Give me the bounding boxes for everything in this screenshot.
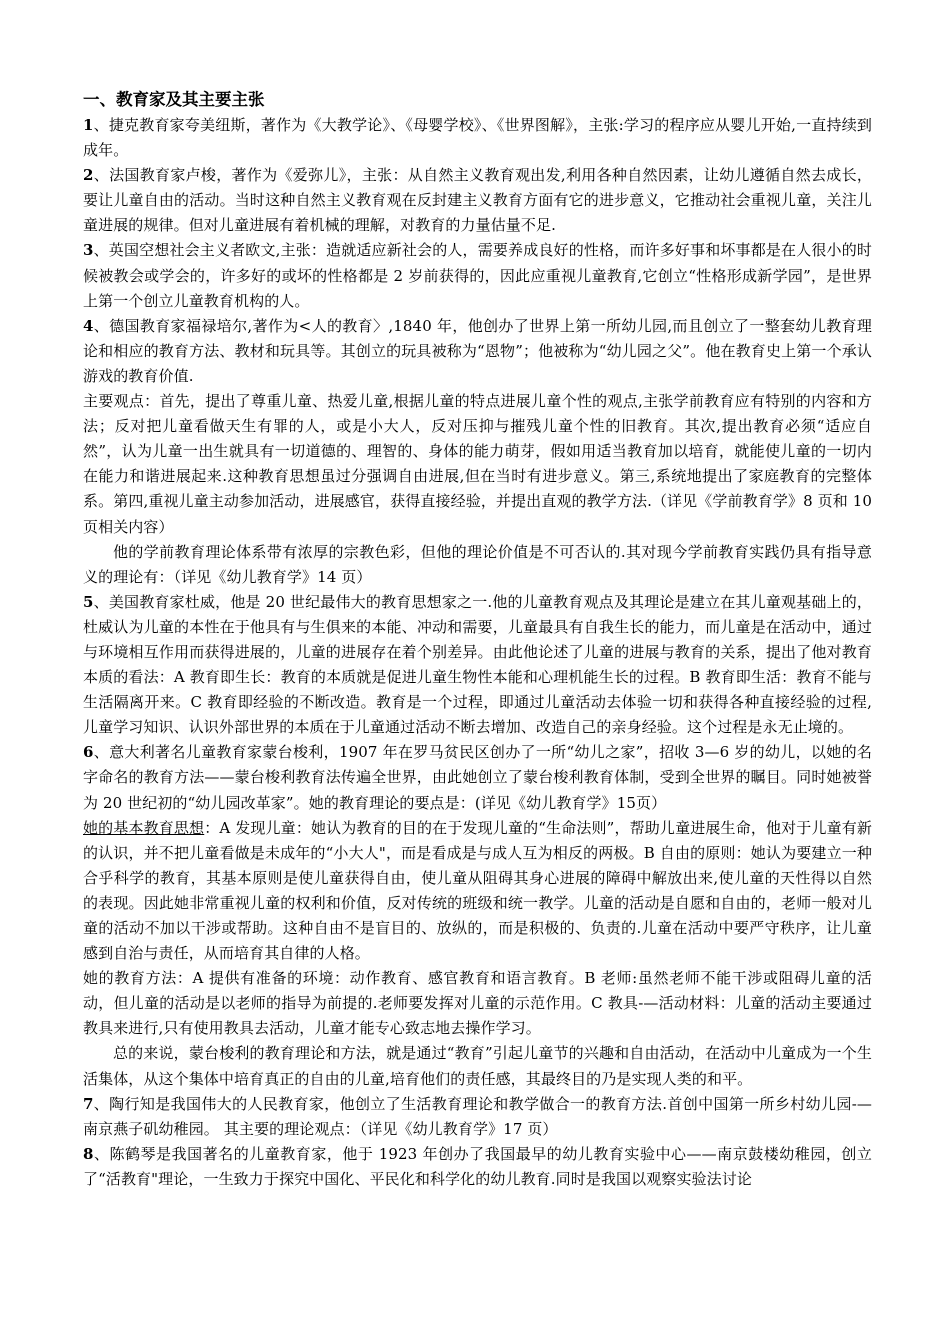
paragraph: [83, 740, 872, 815]
paragraph-text: 、陶行知是我国伟大的人民教育家，他创立了生活教育理论和教学做合一的教育方法.首创中国第一所乡村幼儿园-—南京燕子矶幼稚园。 其主要的理论观点：（详见《幼儿教育学》17 页）: [83, 1094, 872, 1138]
paragraph-number: 2: [83, 166, 94, 185]
paragraph: [83, 590, 872, 741]
paragraph: [83, 1142, 872, 1192]
paragraph: [83, 966, 872, 1041]
paragraph-number: 3: [83, 241, 94, 260]
paragraph-text: 、法国教育家卢梭，著作为《爱弥儿》，主张：从自然主义教育观出发,利用各种自然因素，让幼儿遵循自然去成长，要让儿童自由的活动。当时这种自然主义教育观在反封建主义教育方面有它的进步意义，它推动社会重视儿童，关注儿童进展的规律。但对儿童进展有着机械的理解，对教育的力量估量不足.: [83, 166, 872, 235]
paragraph-number: 7: [83, 1094, 94, 1113]
paragraph: [83, 816, 872, 967]
paragraph: [83, 1092, 872, 1142]
paragraph: [83, 389, 872, 540]
paragraph-text: 总的来说，蒙台梭利的教育理论和方法，就是通过“教育”引起儿童节的兴趣和自由活动，在活动中儿童成为一个生活集体，从这个集体中培育真正的自由的儿童,培育他们的责任感，其最终目的乃是实现人类的和平。: [83, 1044, 872, 1088]
paragraph: [83, 1041, 872, 1091]
paragraph: [83, 113, 872, 163]
paragraph-number: 6: [83, 743, 94, 762]
paragraph: [83, 540, 872, 590]
paragraph: [83, 238, 872, 313]
paragraph-text: 主要观点：首先，提出了尊重儿童、热爱儿童,根据儿童的特点进展儿童个性的观点,主张学前教育应有特别的内容和方法；反对把儿童看做天生有罪的人，或是小大人，反对压抑与摧残儿童个性的旧教育。其次,提出教育必须“适应自然”，认为儿童一出生就具有一切道德的、理智的、身体的能力萌芽，假如用适当教育加以培育，就能使儿童的一切内在能力和谐进展起来.这种教育思想虽过分强调自由进展,但在当时有进步意义。第三,系统地提出了家庭教育的完整体系。第四,重视儿童主动参加活动，进展感官，获得直接经验，并提出直观的教学方法.（详见《学前教育学》8 页和 10 页相关内容）: [83, 392, 872, 536]
paragraph-text: ：A 发现儿童：她认为教育的目的在于发现儿童的“生命法则”，帮助儿童进展生命，他对于儿童有新的认识，并不把儿童看做是未成年的“小大人"，而是看成是与成人互为相反的两极。B 自由的原则：她认为要建立一种合乎科学的教育，其基本原则是使儿童获得自由，使儿童从阻碍其身心进展的障碍中解放出来,使儿童的天性得以自然的表现。因此她非常重视儿童的权利和价值，反对传统的班级和统一教学。儿童的活动是自愿和自由的，老师一般对儿童的活动不加以干涉或帮助。这种自由不是盲目的、放纵的，而是积极的、负责的.儿童在活动中要严守秩序，让儿童感到自治与责任，从而培育其自律的人格。: [83, 818, 872, 963]
paragraph: [83, 314, 872, 389]
paragraph-text: 、英国空想社会主义者欧文,主张：造就适应新社会的人，需要养成良好的性格，而许多好事和坏事都是在人很小的时候被教会或学会的，许多好的或坏的性格都是 2 岁前获得的，因此应重视儿童教育,它创立“性格形成新学园”，是世界上第一个创立儿童教育机构的人。: [83, 241, 872, 310]
paragraph-text: 、捷克教育家夸美纽斯，著作为《大教学论》、《母婴学校》、《世界图解》，主张:学习的程序应从婴儿开始,一直持续到成年。: [83, 116, 872, 160]
section-heading: 一、教育家及其主要主张: [83, 90, 265, 109]
paragraph-text: 他的学前教育理论体系带有浓厚的宗教色彩，但他的理论价值是不可否认的.其对现今学前教育实践仍具有指导意义的理论有：（详见《幼儿教育学》14 页）: [83, 542, 872, 586]
paragraph: [83, 163, 872, 238]
paragraph-number: 1: [83, 116, 94, 134]
paragraph-number: 5: [83, 592, 94, 611]
paragraph-number: 4: [83, 316, 94, 335]
paragraph-text: 、德国教育家福禄培尔,著作为<人的教育〉,1840 年，他创办了世界上第一所幼儿园,而且创立了一整套幼儿教育理论和相应的教育方法、教材和玩具等。其创立的玩具被称为“恩物”；他被称为“幼儿园之父”。他在教育史上第一个承认游戏的教育价值.: [83, 316, 872, 385]
underlined-label: 她的基本教育思想: [83, 818, 205, 837]
paragraph-number: 8: [83, 1144, 94, 1163]
paragraph-text: 、意大利著名儿童教育家蒙台梭利，1907 年在罗马贫民区创办了一所“幼儿之家”，招收 3—6 岁的幼儿，以她的名字命名的教育方法——蒙台梭利教育法传遍全世界，由此她创立了蒙台梭利教育体制，受到全世界的瞩目。同时她被誉为 20 世纪初的“幼儿园改革家”。她的教育理论的要点是：(详见《幼儿教育学》15页）: [83, 743, 872, 812]
document-body: [83, 113, 872, 1192]
paragraph-text: 、美国教育家杜威，他是 20 世纪最伟大的教育思想家之一.他的儿童教育观点及其理论是建立在其儿童观基础上的，杜威认为儿童的本性在于他具有与生俱来的本能、冲动和需要，儿童最具有自我生长的能力，而儿童是在活动中，通过与环境相互作用而获得进展的，儿童的进展存在着个别差异。由此他论述了儿童的进展与教育的关系，提出了他对教育本质的看法：A 教育即生长：教育的本质就是促进儿童生物性本能和心理机能生长的过程。B 教育即生活：教育不能与生活隔离开来。C 教育即经验的不断改造。教育是一个过程，即通过儿童活动去体验一切和获得各种直接经验的过程,儿童学习知识、认识外部世界的本质在于儿童通过活动不断去增加、改造自己的亲身经验。这个过程是永无止境的。: [83, 592, 872, 737]
paragraph-text: 她的教育方法：A 提供有准备的环境：动作教育、感官教育和语言教育。B 老师:虽然老师不能干涉或阻碍儿童的活动，但儿童的活动是以老师的指导为前提的.老师要发挥对儿童的示范作用。C 教具-—活动材料：儿童的活动主要通过教具来进行,只有使用教具去活动，儿童才能专心致志地去操作学习。: [83, 969, 872, 1038]
paragraph-text: 、陈鹤琴是我国著名的儿童教育家，他于 1923 年创办了我国最早的幼儿教育实验中心——南京鼓楼幼稚园，创立了“活教育"理论，一生致力于探究中国化、平民化和科学化的幼儿教育.同时是我国以观察实验法讨论: [83, 1144, 872, 1188]
